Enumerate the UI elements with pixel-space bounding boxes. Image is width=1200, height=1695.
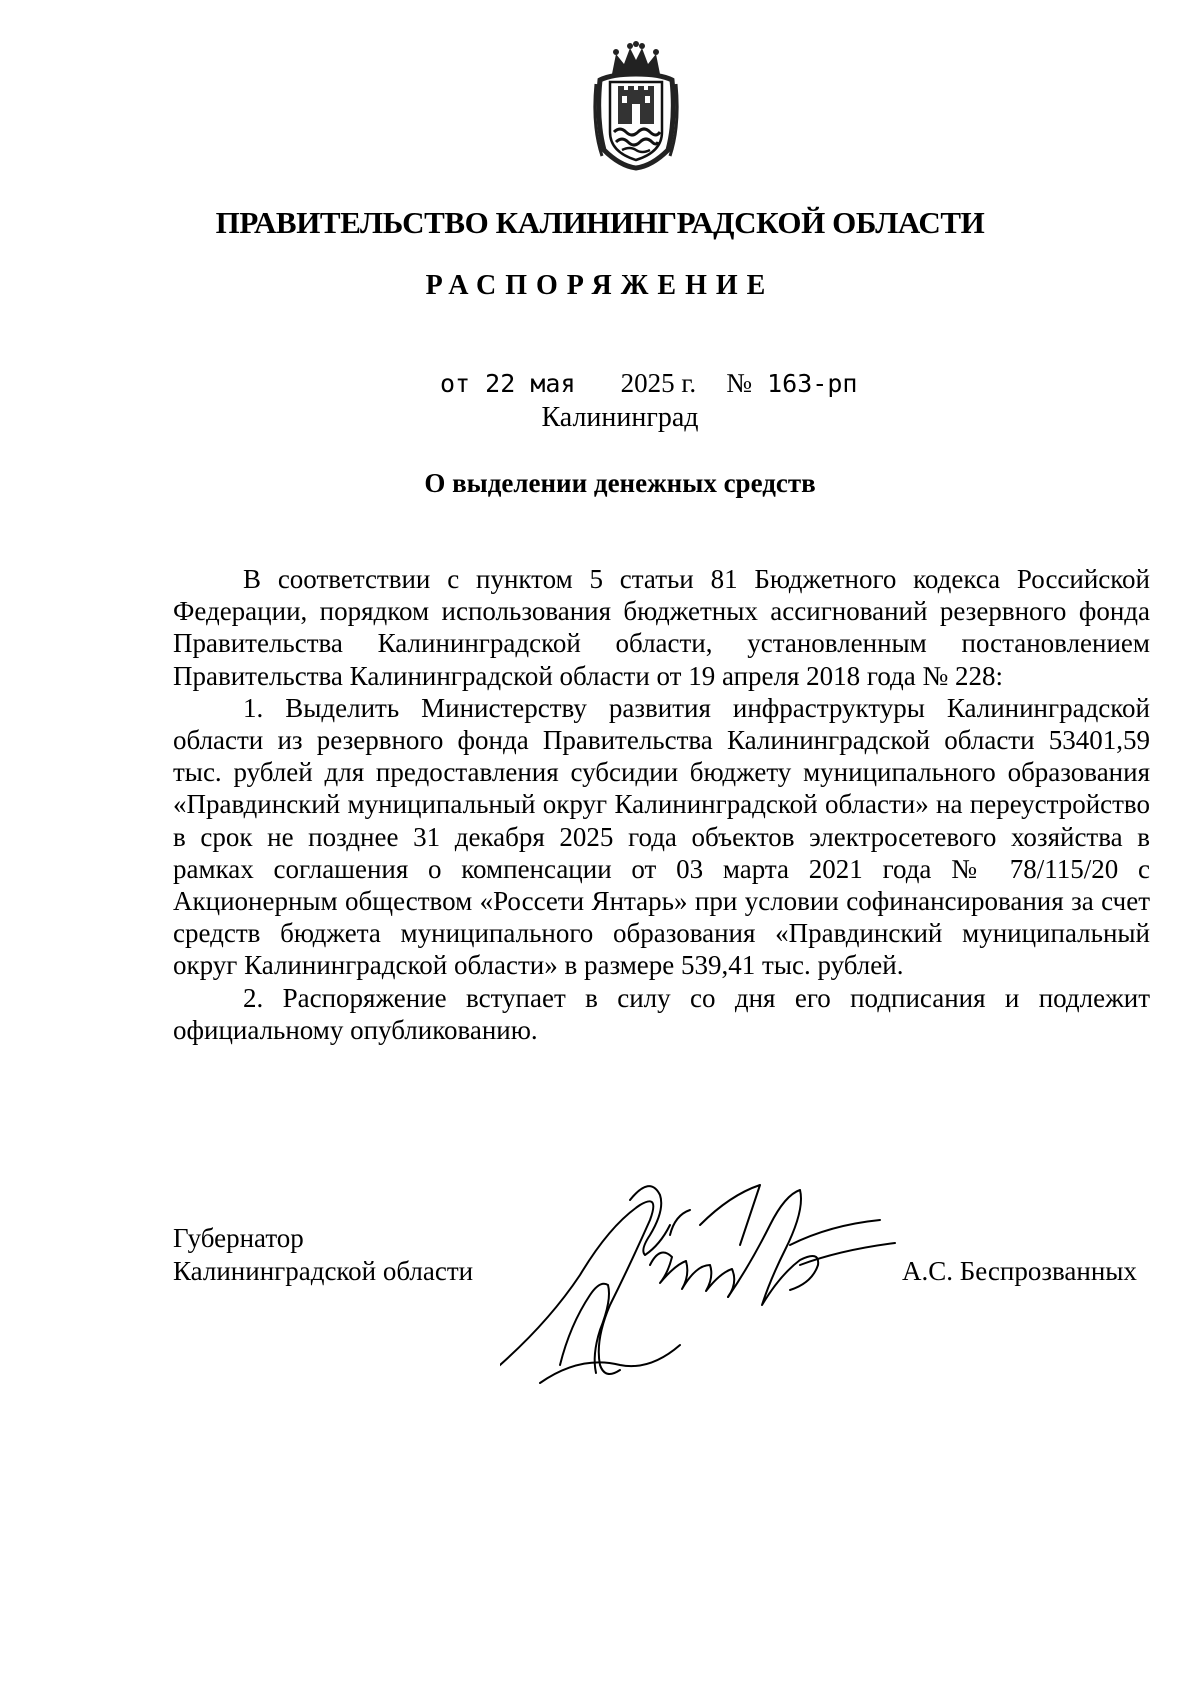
paragraph-item-2: 2. Распоряжение вступает в силу со дня его подписания и подлежит официальному опубликованию. — [173, 982, 1150, 1045]
signatory-position — [173, 1222, 473, 1288]
organization-title: ПРАВИТЕЛЬСТВО КАЛИНИНГРАДСКОЙ ОБЛАСТИ — [215, 205, 985, 240]
coat-of-arms-icon — [590, 40, 682, 172]
date-year: 2025 г. — [620, 368, 697, 398]
signatory-position-line1: Губернатор — [173, 1223, 304, 1253]
handwritten-signature — [500, 1165, 910, 1400]
date-number-line — [440, 368, 857, 399]
signatory-position-line2: Калининградской области — [173, 1256, 474, 1286]
city: Калининград — [541, 402, 699, 433]
number-sign: № — [726, 368, 753, 398]
document-body — [173, 563, 1150, 1046]
document-type: РАСПОРЯЖЕНИЕ — [425, 270, 775, 301]
date-month: мая — [530, 369, 576, 398]
paragraph-item-1: 1. Выделить Министерству развития инфраструктуры Калининградской области из резервного фонда Правительства Калининградской области 53401,59 тыс. рублей для предоставления субсидии бюджету муниципального образования «Правдинский муниципальный округ Калининградской области» на переустройство в срок не позднее 31 декабря 2025 года объектов электросетевого хозяйства в рамках соглашения о компенсации от 03 марта 2021 года № 78/115/20 с Акционерным обществом «Россети Янтарь» при условии софинансирования за счет средств бюджета муниципального образования «Правдинский муниципальный округ Калининградской области» в размере 539,41 тыс. рублей. — [173, 692, 1150, 981]
signatory-name: А.С. Беспрозванных — [902, 1256, 1137, 1286]
paragraph-preamble: В соответствии с пунктом 5 статьи 81 Бюджетного кодекса Российской Федерации, порядком использования бюджетных ассигнований резервного фонда Правительства Калининградской области, установленным постановлением Правительства Калининградской области от 19 апреля 2018 года № 228: — [173, 564, 1150, 691]
date-prefix: от — [440, 369, 471, 398]
date-day: 22 — [485, 369, 516, 398]
document-number: 163-рп — [767, 369, 858, 398]
document-subject: О выделении денежных средств — [424, 468, 816, 498]
